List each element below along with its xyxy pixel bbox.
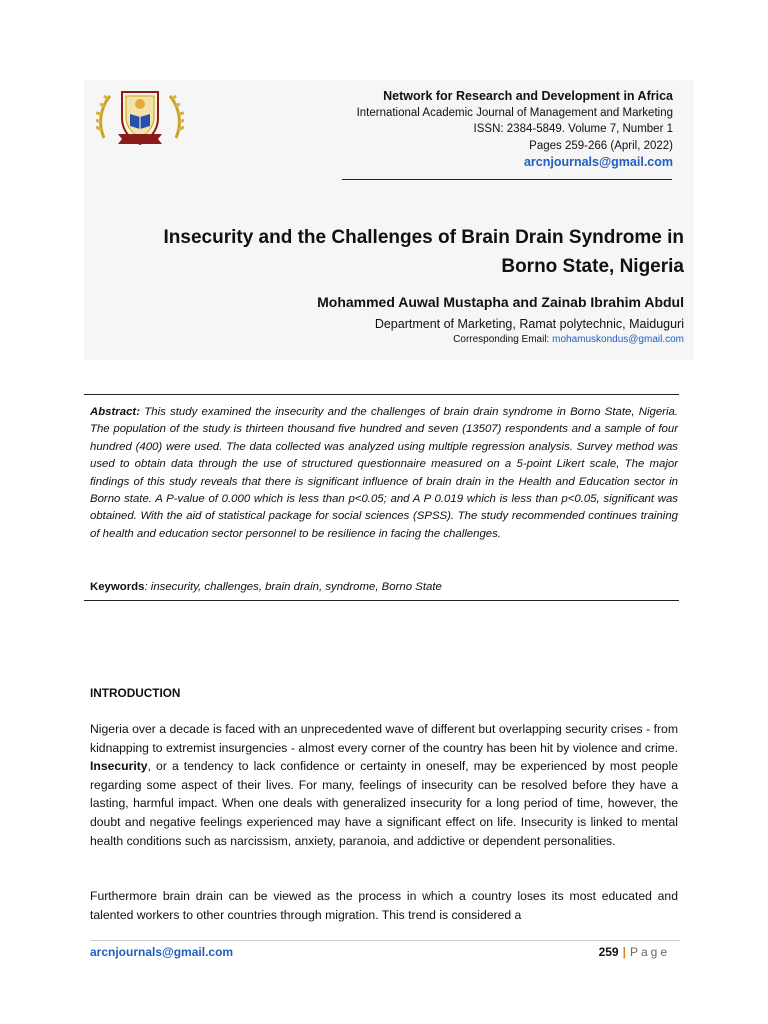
- footer-email-link[interactable]: arcnjournals@gmail.com: [90, 945, 234, 959]
- intro-p1-bold: Insecurity: [90, 759, 148, 774]
- page-label: Page: [629, 945, 670, 959]
- journal-name: International Academic Journal of Management and Marketing: [356, 106, 673, 119]
- abstract-bottom-rule: [84, 600, 679, 601]
- page-separator: |: [622, 945, 626, 959]
- abstract-top-rule: [84, 394, 679, 395]
- journal-logo-icon: [96, 86, 184, 148]
- journal-pages: Pages 259-266 (April, 2022): [529, 139, 673, 152]
- article-authors: Mohammed Auwal Mustapha and Zainab Ibrahim Abdul: [317, 294, 684, 310]
- intro-paragraph-1: [90, 720, 678, 850]
- keywords-label: Keywords: [90, 581, 145, 593]
- footer-page-number: [599, 945, 670, 959]
- intro-p1-text-a: Nigeria over a decade is faced with an unprecedented wave of different but overlapping security crises - from kidnapping to extremist insurgencies - almost every corner of the country has been hit by violence and crime.: [90, 722, 678, 755]
- journal-org: Network for Research and Development in Africa: [383, 89, 673, 103]
- footer-divider: [90, 940, 680, 941]
- corresponding-label: Corresponding Email:: [453, 334, 550, 345]
- page-number: 259: [598, 945, 619, 959]
- abstract-text: This study examined the insecurity and the challenges of brain drain syndrome in Borno State, Nigeria. The population of the study is thirteen thousand five hundred and seven (13507) respondents and a sample of four hundred (400) were used. The data collected was analyzed using multiple regression analysis. Survey method was used to obtain data through the use of structured questionnaire measured on a 5-point Likert scale, The major findings of this study reveals that there is significant influence of brain drain in the Health and Education sector in Borno state. A P-value of 0.000 which is less than p<0.05; and A P 0.019 which is less than p<0.05, significant was obtained. With the aid of statistical package for social sciences (SPSS). The study recommended continues training of health and education sector personnel to be resilience in facing the challenges.: [90, 406, 678, 540]
- header-divider: [342, 179, 672, 180]
- abstract-label: Abstract:: [90, 406, 141, 418]
- section-heading-introduction: INTRODUCTION: [90, 686, 181, 700]
- journal-info: [253, 88, 673, 171]
- keywords: [90, 579, 678, 596]
- journal-issn: ISSN: 2384-5849. Volume 7, Number 1: [473, 123, 673, 135]
- keywords-text: : insecurity, challenges, brain drain, syndrome, Borno State: [144, 581, 442, 593]
- intro-paragraph-2: Furthermore brain drain can be viewed as the process in which a country loses its most educated and talented workers to other countries through migration. This trend is considered a: [90, 889, 678, 922]
- corresponding-email-link[interactable]: mohamuskondus@gmail.com: [552, 334, 684, 345]
- abstract: [90, 404, 678, 543]
- article-title: Insecurity and the Challenges of Brain Drain Syndrome in Borno State, Nigeria: [163, 227, 684, 277]
- author-affiliation: Department of Marketing, Ramat polytechnic, Maiduguri: [374, 317, 684, 331]
- corresponding-email-line: [124, 333, 684, 347]
- intro-p1-text-b: , or a tendency to lack confidence or certainty in oneself, may be experienced by most people regarding some aspect of their lives. For many, feelings of insecurity can be resolved before they have a lasting, harmful impact. When one deals with generalized insecurity for a long period of time, however, the doubt and negative feelings experienced may have a significant effect on life. Insecurity is linked to mental health conditions such as narcissism, anxiety, paranoia, and addictive or dependent personalities.: [90, 759, 678, 848]
- journal-email-link[interactable]: arcnjournals@gmail.com: [523, 155, 673, 169]
